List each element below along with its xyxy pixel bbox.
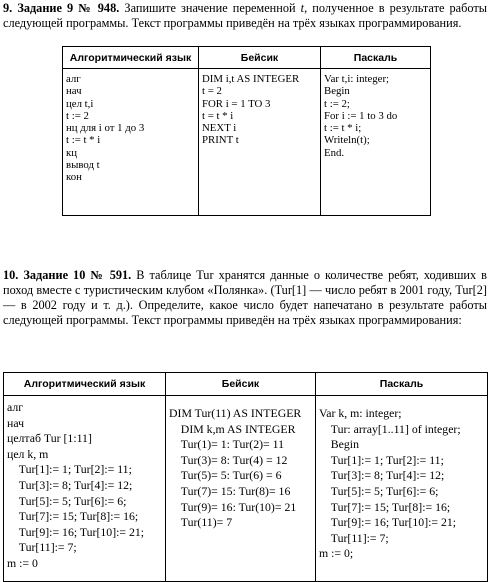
code-line: For i := 1 to 3 do (324, 109, 398, 122)
task10-statement (3, 268, 487, 328)
code-line: Var k, m: integer; (319, 406, 402, 420)
task9-statement (3, 1, 487, 31)
code-line: Tur(7)= 15: Tur(8)= 16 (169, 483, 291, 498)
t2-header-pascal: Паскаль (316, 373, 488, 396)
code-line: алг (7, 400, 24, 414)
code-line: Tur[7]:= 15; Tur[8]:= 16; (319, 499, 451, 514)
code-line: Tur[1]:= 1; Tur[2]:= 11; (319, 452, 444, 467)
code-line: Tur[5]:= 5; Tur[6]:= 6; (319, 483, 439, 498)
code-line: Tur[1]:= 1; Tur[2]:= 11; (7, 462, 132, 477)
code-line: DIM Tur(11) AS INTEGER (169, 406, 302, 420)
task9-title: 9. Задание 9 № 948. (3, 1, 120, 15)
code-line: нач (66, 85, 82, 98)
code-line: DIM i,t AS INTEGER (202, 73, 300, 85)
code-line: DIM k,m AS INTEGER (169, 421, 296, 436)
t2-cell-algorithmic (4, 396, 166, 582)
code-line: Tur[9]:= 16; Tur[10]:= 21; (319, 515, 457, 530)
t2-cell-basic (166, 396, 316, 582)
code-line: t = t * i (202, 109, 234, 122)
t1-header-algorithmic: Алгоритмический язык (63, 47, 199, 69)
code-line: Tur[3]:= 8; Tur[4]:= 12; (319, 468, 445, 483)
code-line: Tur(5)= 5: Tur(6) = 6 (169, 468, 282, 483)
code-line: целтаб Tur [1:11] (7, 431, 92, 446)
t2-cell-pascal (316, 396, 488, 582)
code-line: алг (66, 73, 81, 85)
t1-header-basic: Бейсик (199, 47, 321, 69)
task9-text-a: Запишите значение переменной (119, 1, 301, 15)
t1-cell-pascal (321, 69, 431, 216)
code-line: t := t * i (66, 134, 101, 147)
t2-header-basic: Бейсик (166, 373, 316, 396)
code-line: Tur[11]:= 7; (7, 540, 77, 555)
code-line: вывод t (66, 159, 100, 172)
code-line: Tur(1)= 1: Tur(2)= 11 (169, 437, 285, 452)
code-line: t := 2 (66, 109, 89, 122)
task9-text-b: , полученное в результате работы следующей программы. Текст программы приведён на трёх языках программирования. (3, 1, 487, 30)
task10-title: 10. Задание 10 № 591. (3, 268, 132, 282)
code-line: m := 0; (319, 546, 354, 561)
t2-header-algorithmic: Алгоритмический язык (4, 373, 166, 396)
code-line: PRINT t (202, 134, 239, 147)
code-line: Begin (319, 437, 359, 452)
code-line: Tur[7]:= 15; Tur[8]:= 16; (7, 509, 139, 524)
code-line: Tur[3]:= 8; Tur[4]:= 12; (7, 477, 133, 492)
code-line: нач (7, 415, 25, 430)
code-line: Tur[9]:= 16; Tur[10]:= 21; (7, 524, 145, 539)
code-line: Tur: array[1..11] of integer; (319, 421, 461, 436)
code-line: t := 2; (324, 97, 350, 110)
code-line: Begin (324, 85, 350, 98)
code-line: FOR i = 1 TO 3 (202, 97, 271, 110)
code-line: Tur(3)= 8: Tur(4) = 12 (169, 452, 288, 467)
task10-program-table (3, 372, 488, 582)
code-line: Tur[5]:= 5; Tur[6]:= 6; (7, 493, 127, 508)
code-line: End. (324, 146, 345, 159)
code-line: кон (66, 171, 82, 184)
task9-program-table (62, 46, 431, 216)
code-line: m := 0 (7, 555, 38, 570)
task9-variable: t (300, 1, 305, 15)
code-line: NEXT i (202, 122, 237, 135)
t1-header-pascal: Паскаль (321, 47, 431, 69)
code-line: кц (66, 146, 78, 159)
t1-cell-algorithmic (63, 69, 199, 216)
code-line: Tur(9)= 16: Tur(10)= 21 (169, 499, 297, 514)
code-line: нц для i от 1 до 3 (66, 122, 145, 135)
code-line: Tur(11)= 7 (169, 515, 233, 530)
code-line: Tur[11]:= 7; (319, 530, 389, 545)
code-line: t := t * i; (324, 122, 362, 135)
task10-text: В таблице Tur хранятся данные о количестве ребят, ходивших в поход вместе с туристическим клубом «Полянка». (Tur[1] — число ребят в 2001 году, Tur[2] — в 2002 году и т. д.). Определите, какое число будет напечатано в результате работы следующей программы. Текст программы приведён на трёх языках программирования: (3, 268, 487, 327)
code-line: Var t,i: integer; (324, 73, 390, 85)
t1-cell-basic (199, 69, 321, 216)
code-line: Writeln(t); (324, 134, 370, 147)
code-line: цел t,i (66, 97, 94, 110)
code-line: цел k, m (7, 446, 49, 461)
code-line: t = 2 (202, 85, 222, 98)
